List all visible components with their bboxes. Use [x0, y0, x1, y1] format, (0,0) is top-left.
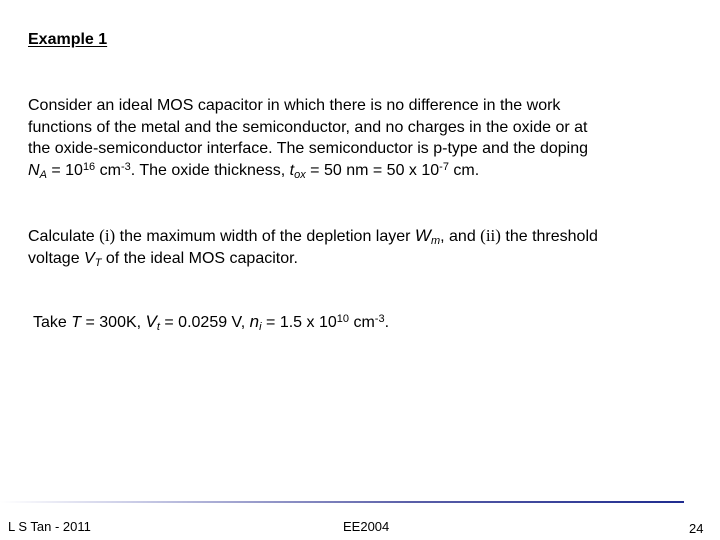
temperature-symbol: T — [71, 314, 82, 331]
oxide-text: . The oxide thickness, — [130, 161, 290, 179]
task-text-f: the threshold — [500, 228, 598, 245]
intrinsic-concentration-unit: cm — [349, 314, 375, 331]
problem-line-3: the oxide-semiconductor interface. The semiconductor is p-type and the doping — [28, 140, 589, 158]
problem-line-2: functions of the metal and the semiconductor, and no charges in the oxide or at — [28, 118, 588, 136]
task-part-i: (i) — [99, 226, 116, 245]
oxide-thickness-exponent: -7 — [439, 160, 449, 173]
doping-subscript: A — [39, 168, 47, 181]
problem-statement — [28, 95, 588, 181]
intrinsic-concentration-symbol: n — [249, 312, 260, 331]
given-end: . — [384, 314, 390, 331]
oxide-thickness-equals: = 50 nm = 50 x 10 — [305, 161, 440, 179]
temperature-value: = 300K, — [81, 314, 146, 331]
given-values — [33, 311, 389, 334]
intrinsic-concentration-unit-exponent: -3 — [374, 313, 385, 325]
task-line-1 — [28, 225, 598, 248]
oxide-thickness-unit: cm. — [448, 161, 480, 179]
task-text-d: , and — [440, 228, 481, 245]
problem-line-1: Consider an ideal MOS capacitor in which there is no difference in the work — [28, 97, 561, 114]
task-line-2 — [28, 248, 598, 270]
task-text-voltage: voltage — [28, 249, 85, 267]
task-text-end: of the ideal MOS capacitor. — [101, 249, 298, 267]
given-take: Take — [33, 314, 72, 331]
task-text-c: the maximum width of the depletion layer — [115, 228, 415, 245]
depletion-width-symbol: W — [414, 226, 431, 245]
threshold-voltage-symbol: V — [84, 249, 95, 267]
doping-exponent: 16 — [82, 160, 96, 173]
thermal-voltage-symbol: V — [145, 312, 157, 331]
doping-unit: cm — [95, 161, 121, 179]
slide-title: Example 1 — [28, 31, 108, 48]
footer-rule — [0, 501, 684, 503]
task-text-a: Calculate — [28, 228, 100, 245]
depletion-width-subscript: m — [430, 235, 441, 247]
doping-equals: = 10 — [46, 161, 83, 179]
oxide-thickness-subscript: ox — [294, 168, 306, 181]
thermal-voltage-value: = 0.0259 V, — [159, 314, 250, 331]
footer-author: L S Tan - 2011 — [8, 519, 91, 534]
intrinsic-concentration-exponent: 10 — [336, 313, 349, 325]
doping-unit-exponent: -3 — [120, 160, 131, 173]
footer-page-number: 24 — [689, 521, 704, 536]
intrinsic-concentration-subscript: i — [259, 321, 262, 333]
oxide-thickness-symbol: t — [289, 161, 295, 179]
intrinsic-concentration-value: = 1.5 x 10 — [261, 314, 337, 331]
problem-line-4 — [28, 160, 588, 182]
doping-symbol: N — [28, 161, 40, 179]
thermal-voltage-subscript: t — [156, 321, 160, 333]
task-statement — [28, 225, 598, 269]
footer-course: EE2004 — [343, 519, 390, 534]
task-part-ii: (ii) — [480, 226, 501, 245]
threshold-voltage-subscript: T — [94, 256, 102, 269]
